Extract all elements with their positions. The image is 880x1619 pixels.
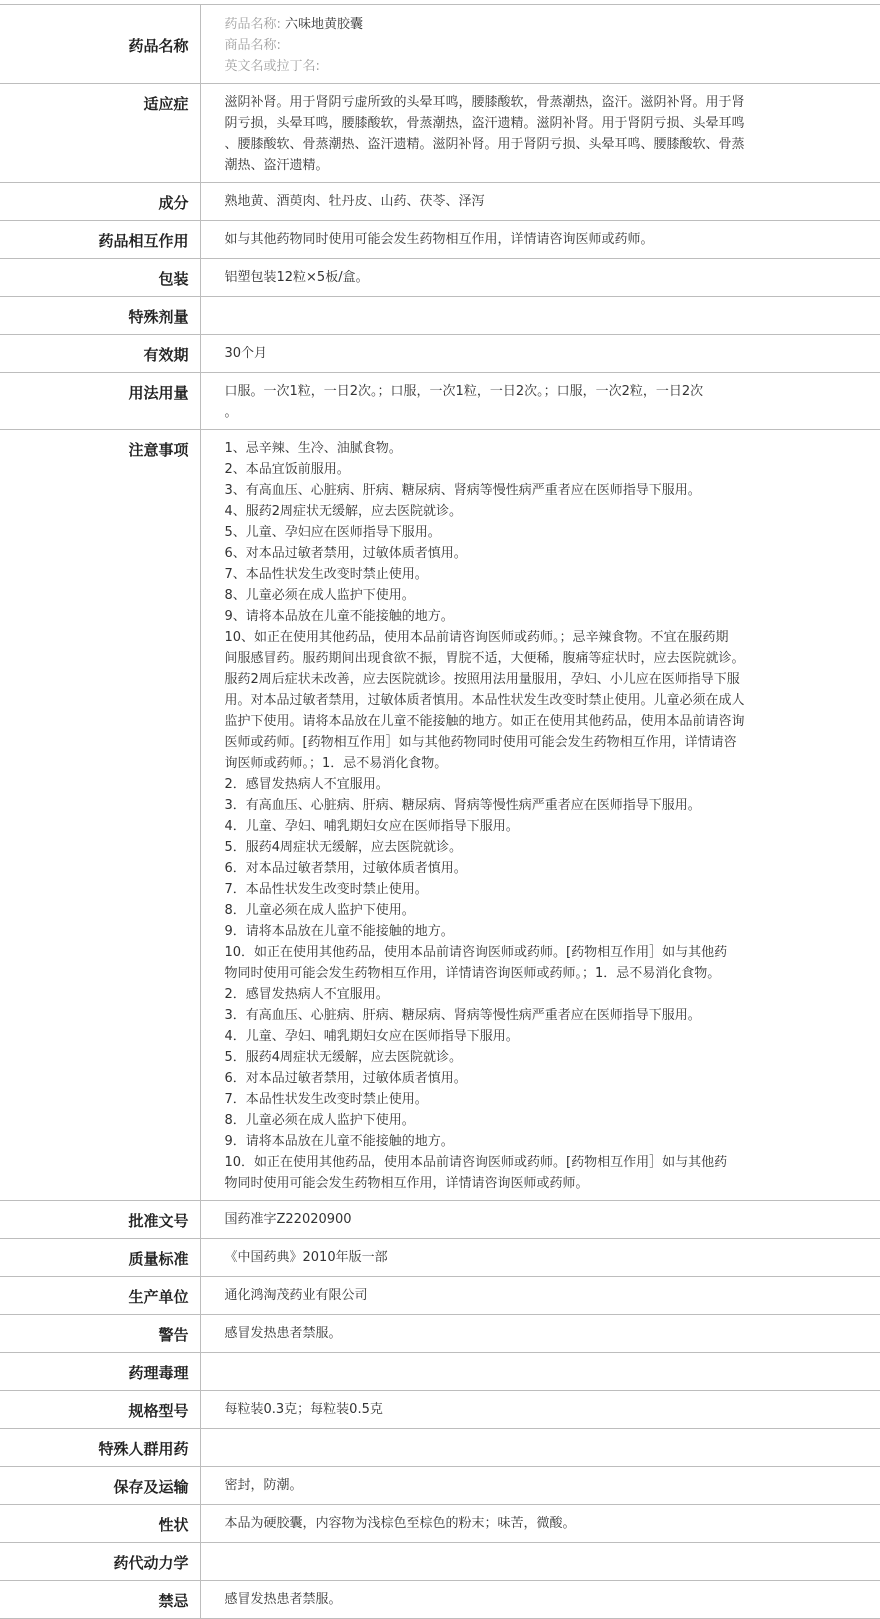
drug-name-value: 六味地黄胶囊 [285, 17, 364, 32]
row-value [200, 1277, 880, 1315]
value-line: 10、如正在使用其他药品，使用本品前请咨询医师或药师。；忌辛辣食物。不宜在服药期 [224, 630, 729, 645]
value-line: 熟地黄、酒萸肉、牡丹皮、山药、茯苓、泽泻 [224, 194, 485, 209]
value-line: 4、服药2周症状无缓解，应去医院就诊。 [224, 504, 463, 519]
value-line: 8、儿童必须在成人监护下使用。 [224, 588, 415, 603]
value-line: 2、本品宜饭前服用。 [224, 462, 350, 477]
row-label: 特殊人群用药 [0, 1429, 200, 1467]
row-quality-std [0, 1239, 880, 1277]
row-storage [0, 1467, 880, 1505]
row-label: 用法用量 [0, 373, 200, 430]
value-line: 6、对本品过敏者禁用，过敏体质者慎用。 [224, 546, 467, 561]
row-manufacturer [0, 1277, 880, 1315]
value-line: 8．儿童必须在成人监护下使用。 [224, 903, 415, 918]
value-line: 国药准字Z22020900 [224, 1212, 352, 1227]
row-value [200, 1543, 880, 1581]
row-drug-name [0, 5, 880, 84]
row-value [200, 1315, 880, 1353]
value-line: 10．如正在使用其他药品，使用本品前请咨询医师或药师。[药物相互作用］如与其他药 [224, 945, 728, 960]
row-value [200, 1467, 880, 1505]
drug-name-label: 药品名称: [224, 17, 281, 32]
row-value [200, 84, 880, 183]
english-name-line [225, 56, 785, 77]
row-value [200, 221, 880, 259]
row-ingredients [0, 183, 880, 221]
value-line: 潮热、盗汗遗精。 [224, 158, 329, 173]
drug-name-block [200, 5, 880, 84]
row-value [200, 373, 880, 430]
value-line: 5．服药4周症状无缓解，应去医院就诊。 [224, 1050, 463, 1065]
value-line: 。 [224, 405, 238, 420]
value-line: 每粒装0.3克；每粒装0.5克 [224, 1402, 383, 1417]
value-line: 询医师或药师。；1．忌不易消化食物。 [224, 756, 448, 771]
value-line: 9．请将本品放在儿童不能接触的地方。 [224, 1134, 454, 1149]
row-value [200, 1505, 880, 1543]
value-line: 3．有高血压、心脏病、肝病、糖尿病、肾病等慢性病严重者应在医师指导下服用。 [224, 1008, 701, 1023]
row-label: 保存及运输 [0, 1467, 200, 1505]
row-label: 适应症 [0, 84, 200, 183]
row-label: 包装 [0, 259, 200, 297]
row-value [200, 259, 880, 297]
value-line: 3、有高血压、心脏病、肝病、糖尿病、肾病等慢性病严重者应在医师指导下服用。 [224, 483, 701, 498]
row-label: 药理毒理 [0, 1353, 200, 1391]
row-label: 药品名称 [0, 5, 200, 84]
value-line [225, 1361, 785, 1382]
value-line: 监护下使用。请将本品放在儿童不能接触的地方。如正在使用其他药品，使用本品前请咨询 [224, 714, 745, 729]
row-label: 质量标准 [0, 1239, 200, 1277]
row-value [200, 1429, 880, 1467]
value-line: 30个月 [224, 346, 268, 361]
value-line [225, 305, 785, 326]
row-dosage [0, 373, 880, 430]
value-line: 6．对本品过敏者禁用，过敏体质者慎用。 [224, 1071, 467, 1086]
value-line: 《中国药典》2010年版一部 [224, 1250, 388, 1265]
value-line: 阴亏损，头晕耳鸣，腰膝酸软，骨蒸潮热，盗汗遗精。滋阴补肾。用于肾阴亏损、头晕耳鸣 [224, 116, 745, 131]
row-label: 有效期 [0, 335, 200, 373]
value-line: 滋阴补肾。用于肾阴亏虚所致的头晕耳鸣，腰膝酸软，骨蒸潮热，盗汗。滋阴补肾。用于肾 [224, 95, 745, 110]
row-value [200, 1239, 880, 1277]
product-name-label: 商品名称: [224, 38, 281, 53]
value-line [225, 1437, 785, 1458]
row-contraindications [0, 1581, 880, 1619]
value-line: 5、儿童、孕妇应在医师指导下服用。 [224, 525, 441, 540]
value-line [225, 1551, 785, 1572]
row-interactions [0, 221, 880, 259]
value-line: 2．感冒发热病人不宜服用。 [224, 987, 389, 1002]
row-label: 特殊剂量 [0, 297, 200, 335]
row-value [200, 430, 880, 1201]
value-line: 1、忌辛辣、生冷、油腻食物。 [224, 441, 402, 456]
value-line: 本品为硬胶囊，内容物为浅棕色至棕色的粉末；味苦，微酸。 [224, 1516, 576, 1531]
row-label: 生产单位 [0, 1277, 200, 1315]
row-pharmacokinetics [0, 1543, 880, 1581]
row-label: 性状 [0, 1505, 200, 1543]
row-label: 药品相互作用 [0, 221, 200, 259]
product-name-line [225, 35, 785, 56]
row-value [200, 1201, 880, 1239]
value-line: 用。对本品过敏者禁用，过敏体质者慎用。本品性状发生改变时禁止使用。儿童必须在成人 [224, 693, 745, 708]
value-line: 医师或药师。[药物相互作用］如与其他药物同时使用可能会发生药物相互作用，详情请咨 [224, 735, 737, 750]
row-precautions [0, 430, 880, 1201]
value-line: 9．请将本品放在儿童不能接触的地方。 [224, 924, 454, 939]
row-package [0, 259, 880, 297]
value-line: 6．对本品过敏者禁用，过敏体质者慎用。 [224, 861, 467, 876]
value-line: 服药2周后症状未改善，应去医院就诊。按照用法用量服用，孕妇、小儿应在医师指导下服 [224, 672, 740, 687]
value-line: 、腰膝酸软、骨蒸潮热、盗汗遗精。滋阴补肾。用于肾阴亏损、头晕耳鸣、腰膝酸软、骨蒸 [224, 137, 745, 152]
row-value [200, 1581, 880, 1619]
row-value [200, 297, 880, 335]
row-value [200, 1353, 880, 1391]
row-approval-no [0, 1201, 880, 1239]
value-line: 7．本品性状发生改变时禁止使用。 [224, 882, 428, 897]
row-label: 成分 [0, 183, 200, 221]
drug-info-table [0, 4, 880, 1619]
row-value [200, 1391, 880, 1429]
drug-name-line [225, 14, 785, 35]
value-line: 间服感冒药。服药期间出现食欲不振，胃脘不适，大便稀，腹痛等症状时，应去医院就诊。 [224, 651, 745, 666]
row-label: 注意事项 [0, 430, 200, 1201]
row-specification [0, 1391, 880, 1429]
value-line: 7、本品性状发生改变时禁止使用。 [224, 567, 428, 582]
row-indications [0, 84, 880, 183]
value-line: 4．儿童、孕妇、哺乳期妇女应在医师指导下服用。 [224, 1029, 519, 1044]
row-special-groups [0, 1429, 880, 1467]
value-line: 感冒发热患者禁服。 [224, 1326, 342, 1341]
value-line: 物同时使用可能会发生药物相互作用，详情请咨询医师或药师。；1．忌不易消化食物。 [224, 966, 721, 981]
row-warning [0, 1315, 880, 1353]
row-label: 警告 [0, 1315, 200, 1353]
value-line: 10．如正在使用其他药品，使用本品前请咨询医师或药师。[药物相互作用］如与其他药 [224, 1155, 728, 1170]
row-label: 禁忌 [0, 1581, 200, 1619]
value-line: 3．有高血压、心脏病、肝病、糖尿病、肾病等慢性病严重者应在医师指导下服用。 [224, 798, 701, 813]
row-label: 批准文号 [0, 1201, 200, 1239]
value-line: 7．本品性状发生改变时禁止使用。 [224, 1092, 428, 1107]
row-value [200, 335, 880, 373]
row-validity [0, 335, 880, 373]
row-pharmacology [0, 1353, 880, 1391]
value-line: 如与其他药物同时使用可能会发生药物相互作用，详情请咨询医师或药师。 [224, 232, 654, 247]
row-value [200, 183, 880, 221]
value-line: 口服。一次1粒，一日2次。；口服，一次1粒，一日2次。；口服，一次2粒，一日2次 [224, 384, 704, 399]
english-name-label: 英文名或拉丁名: [224, 59, 320, 74]
value-line: 物同时使用可能会发生药物相互作用，详情请咨询医师或药师。 [224, 1176, 589, 1191]
value-line: 8．儿童必须在成人监护下使用。 [224, 1113, 415, 1128]
value-line: 5．服药4周症状无缓解，应去医院就诊。 [224, 840, 463, 855]
row-description [0, 1505, 880, 1543]
value-line: 9、请将本品放在儿童不能接触的地方。 [224, 609, 454, 624]
row-special-dose [0, 297, 880, 335]
row-label: 规格型号 [0, 1391, 200, 1429]
value-line: 2．感冒发热病人不宜服用。 [224, 777, 389, 792]
value-line: 密封，防潮。 [224, 1478, 303, 1493]
row-label: 药代动力学 [0, 1543, 200, 1581]
value-line: 通化鸿淘茂药业有限公司 [224, 1288, 368, 1303]
value-line: 感冒发热患者禁服。 [224, 1592, 342, 1607]
value-line: 铝塑包装12粒×5板/盒。 [224, 270, 369, 285]
value-line: 4．儿童、孕妇、哺乳期妇女应在医师指导下服用。 [224, 819, 519, 834]
